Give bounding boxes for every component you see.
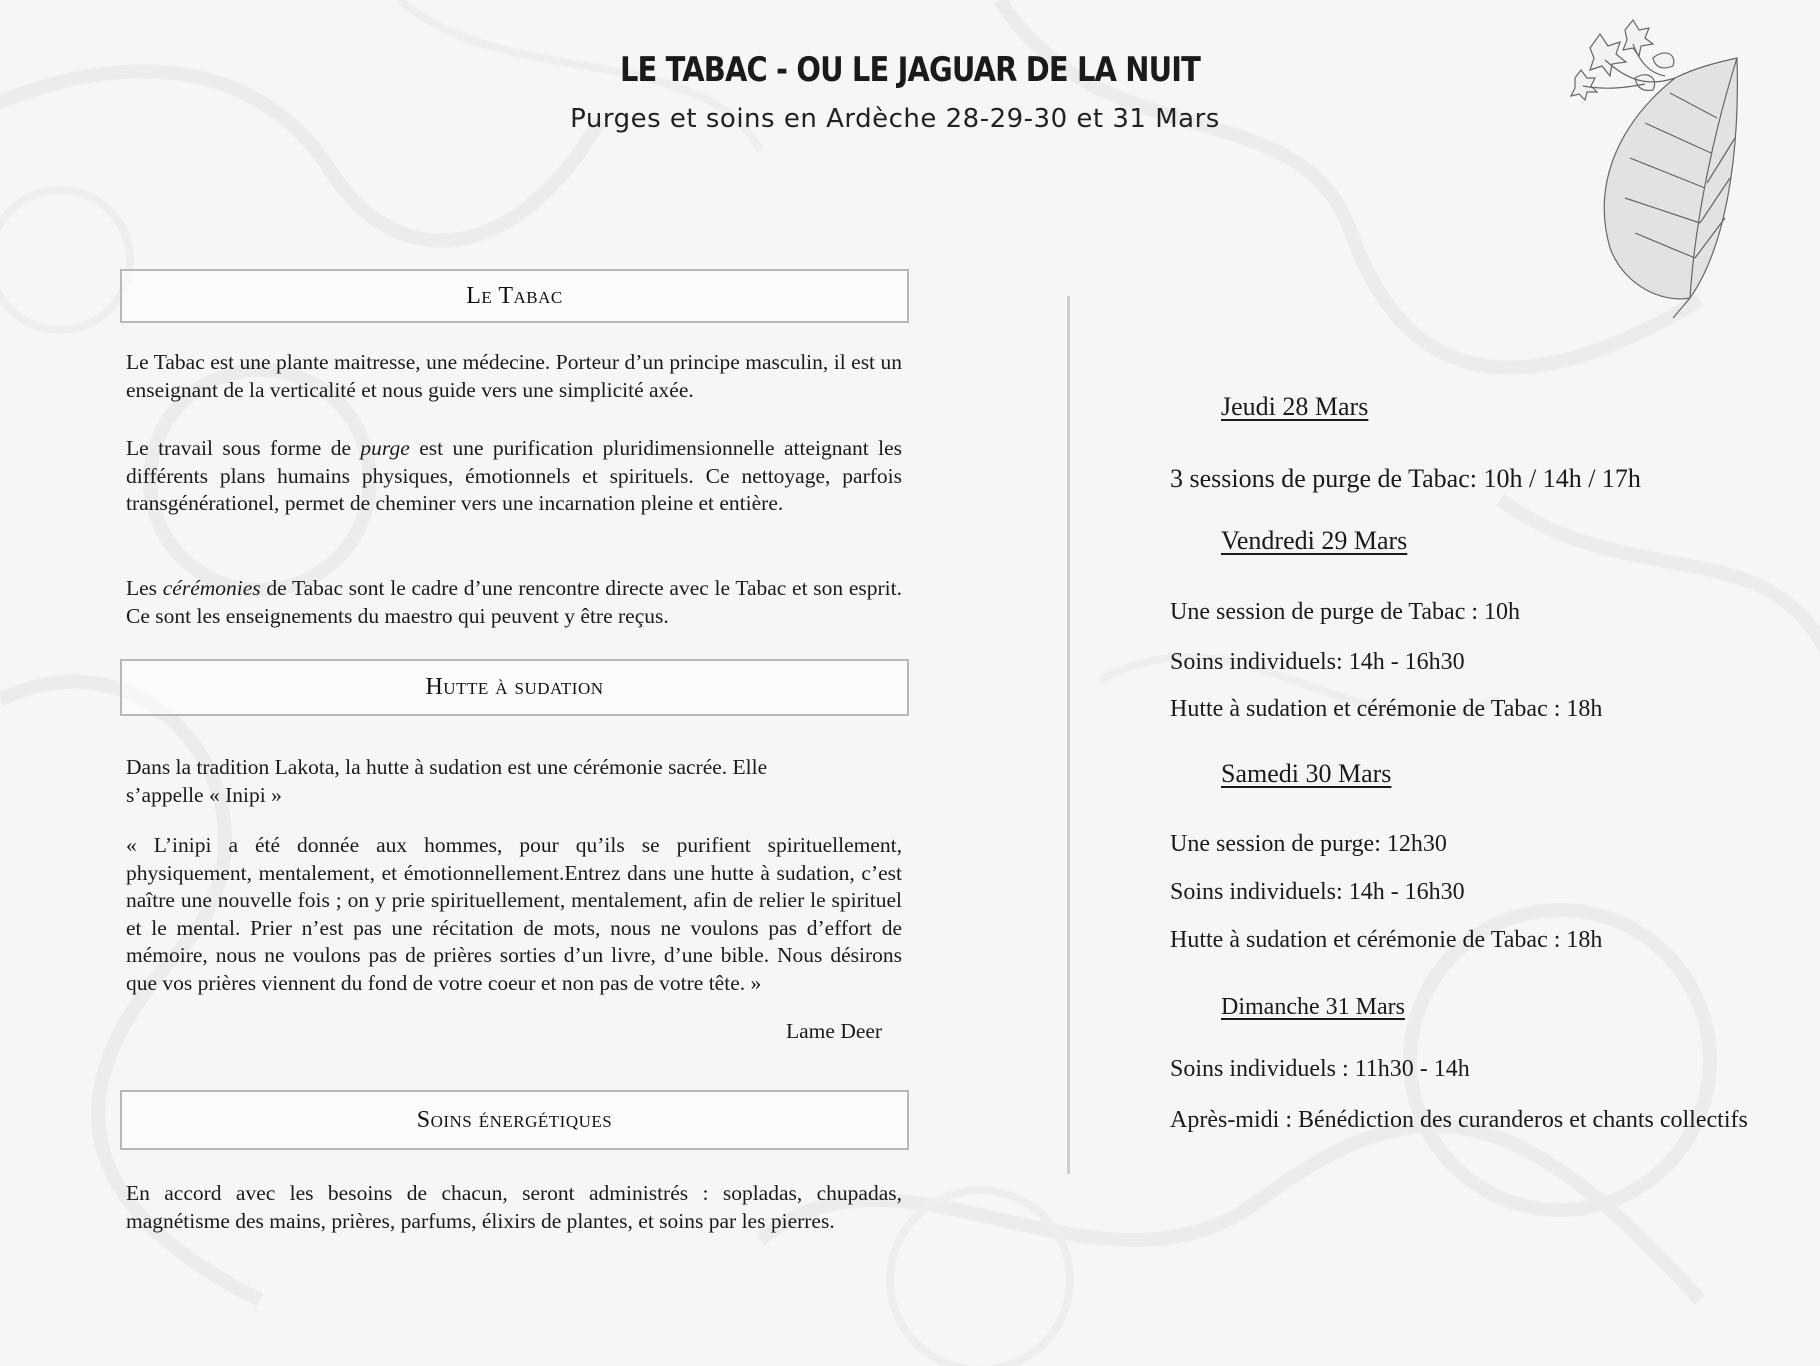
- section-heading-hutte: Hutte à sudation: [120, 659, 909, 716]
- page-title: LE TABAC - OU LE JAGUAR DE LA NUIT: [619, 50, 1201, 90]
- section-heading-tabac: Le Tabac: [120, 269, 909, 323]
- schedule-item: Soins individuels : 11h30 - 14h: [1170, 1056, 1470, 1082]
- tabac-paragraph-2: Le travail sous forme de purge est une purification pluridimensionnelle atteignant les différents plans humains physiques, émotionnels et spirituels. Ce nettoyage, parfois transgénérationel, permet de cheminer vers une incarnation pleine et entière.: [126, 436, 902, 515]
- schedule-item: Soins individuels: 14h - 16h30: [1170, 649, 1465, 675]
- schedule-item: Une session de purge de Tabac : 10h: [1170, 599, 1521, 625]
- section-heading-soins: Soins énergétiques: [120, 1090, 909, 1150]
- page-subtitle: Purges et soins en Ardèche 28-29-30 et 31 Mars: [570, 104, 1220, 134]
- hutte-paragraph-1: Dans la tradition Lakota, la hutte à sudation est une cérémonie sacrée. Elle s’appelle « Inipi »: [126, 755, 768, 807]
- tobacco-plant-icon: [1565, 18, 1755, 323]
- tabac-paragraph-1: Le Tabac est une plante maitresse, une médecine. Porteur d’un principe masculin, il est un enseignant de la verticalité et nous guide vers une simplicité axée.: [126, 350, 902, 402]
- schedule-item: Soins individuels: 14h - 16h30: [1170, 879, 1465, 905]
- day-title-vendredi: Vendredi 29 Mars: [1221, 526, 1408, 555]
- schedule-item: Hutte à sudation et cérémonie de Tabac : 18h: [1170, 696, 1603, 722]
- column-divider: [1067, 296, 1070, 1174]
- schedule-item: Hutte à sudation et cérémonie de Tabac : 18h: [1170, 927, 1603, 953]
- schedule-item: Après-midi : Bénédiction des curanderos et chants collectifs: [1170, 1107, 1748, 1133]
- hutte-quote: « L’inipi a été donnée aux hommes, pour qu’ils se purifient spirituellement, physiquement, mentalement, et émotionnellement.Entrez dans une hutte à sudation, c’est naître une nouvelle fois ; on y prie spirituellement, mentalement, afin de relier le spirituel et le mental. Prier n’est pas une récitation de mots, nous ne voulons pas d’effort de mémoire, nous ne voulons pas de prières sorties d’un livre, d’une bible. Nous désirons que vos prières viennent du fond de votre coeur et non pas de votre tête. »: [126, 833, 902, 995]
- quote-author: Lame Deer: [786, 1019, 883, 1043]
- day-title-samedi: Samedi 30 Mars: [1221, 759, 1392, 788]
- schedule-item: 3 sessions de purge de Tabac: 10h / 14h / 17h: [1170, 464, 1641, 493]
- soins-paragraph-1: En accord avec les besoins de chacun, seront administrés : sopladas, chupadas, magnétisme des mains, prières, parfums, élixirs de plantes, et soins par les pierres.: [126, 1181, 902, 1233]
- tabac-paragraph-3: Les cérémonies de Tabac sont le cadre d’une rencontre directe avec le Tabac et son esprit. Ce sont les enseignements du maestro qui peuvent y être reçus.: [126, 576, 902, 628]
- day-title-dimanche: Dimanche 31 Mars: [1221, 994, 1405, 1020]
- day-title-jeudi: Jeudi 28 Mars: [1221, 392, 1369, 421]
- schedule-item: Une session de purge: 12h30: [1170, 831, 1447, 857]
